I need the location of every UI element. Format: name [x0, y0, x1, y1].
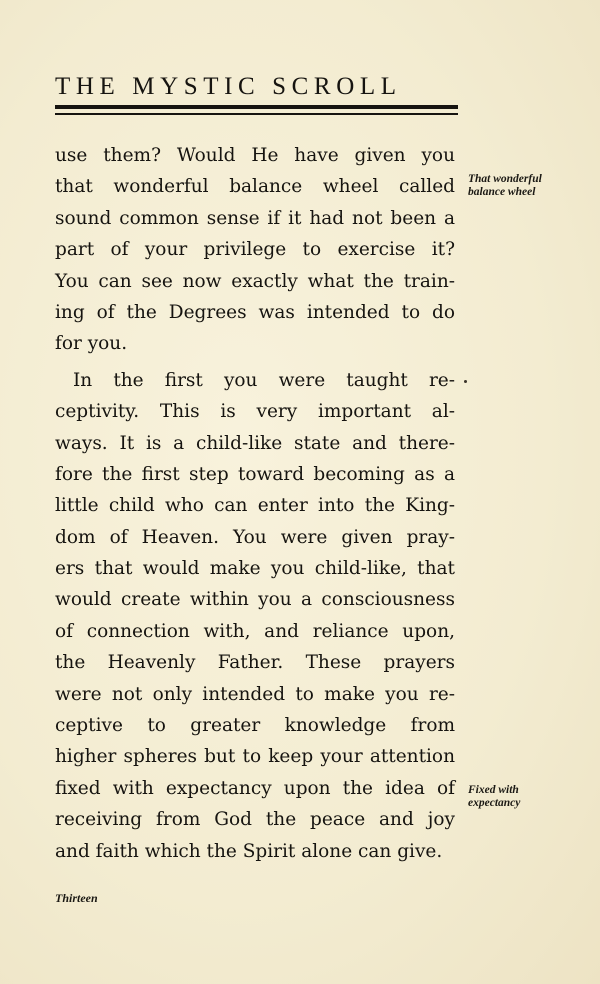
text-line: little child who can enter into the King-: [55, 495, 455, 517]
margin-note-expectancy: [468, 784, 578, 810]
margin-note-line: expectancy: [468, 797, 521, 809]
text-line: You can see now exactly what the train-: [55, 270, 455, 292]
header-rule-thick: [55, 105, 458, 109]
text-line: sound common sense if it had not been a: [55, 207, 455, 229]
text-line: ing of the Degrees was intended to do: [55, 301, 455, 323]
text-line: dom of Heaven. You were given pray-: [55, 526, 455, 548]
text-line: were not only intended to make you re-: [55, 683, 455, 705]
text-line: would create within you a consciousness: [55, 589, 455, 611]
margin-note-line: That wonderful: [468, 173, 542, 185]
text-line: receiving from God the peace and joy: [55, 809, 455, 831]
text-line: In the first you were taught re-: [73, 369, 455, 391]
margin-note-line: Fixed with: [468, 784, 519, 796]
margin-note-line: balance wheel: [468, 186, 536, 198]
text-line: fore the first step toward becoming as a: [55, 463, 455, 485]
page-number-label: Thirteen: [55, 891, 98, 905]
text-line: that wonderful balance wheel called: [55, 176, 455, 198]
text-line: the Heavenly Father. These prayers: [55, 652, 455, 674]
header-rule-thin: [55, 113, 458, 115]
margin-note-balance-wheel: [468, 173, 578, 199]
body-text: [55, 140, 455, 867]
margin-dot: [464, 380, 467, 383]
text-line: use them? Would He have given you: [55, 145, 455, 166]
text-line: of connection with, and reliance upon,: [55, 620, 455, 642]
text-line: ceptive to greater knowledge from: [55, 715, 455, 737]
text-line: ers that would make you child-like, that: [55, 558, 455, 580]
running-header: THE MYSTIC SCROLL: [55, 73, 402, 100]
text-line: for you.: [55, 333, 128, 355]
text-line: higher spheres but to keep your attention: [55, 746, 455, 768]
text-line: ways. It is a child-like state and there-: [55, 432, 455, 454]
text-line: and faith which the Spirit alone can give.: [55, 840, 443, 862]
text-line: ceptivity. This is very important al-: [55, 401, 455, 423]
text-line: part of your privilege to exercise it?: [55, 239, 455, 261]
text-line: fixed with expectancy upon the idea of: [55, 777, 455, 799]
